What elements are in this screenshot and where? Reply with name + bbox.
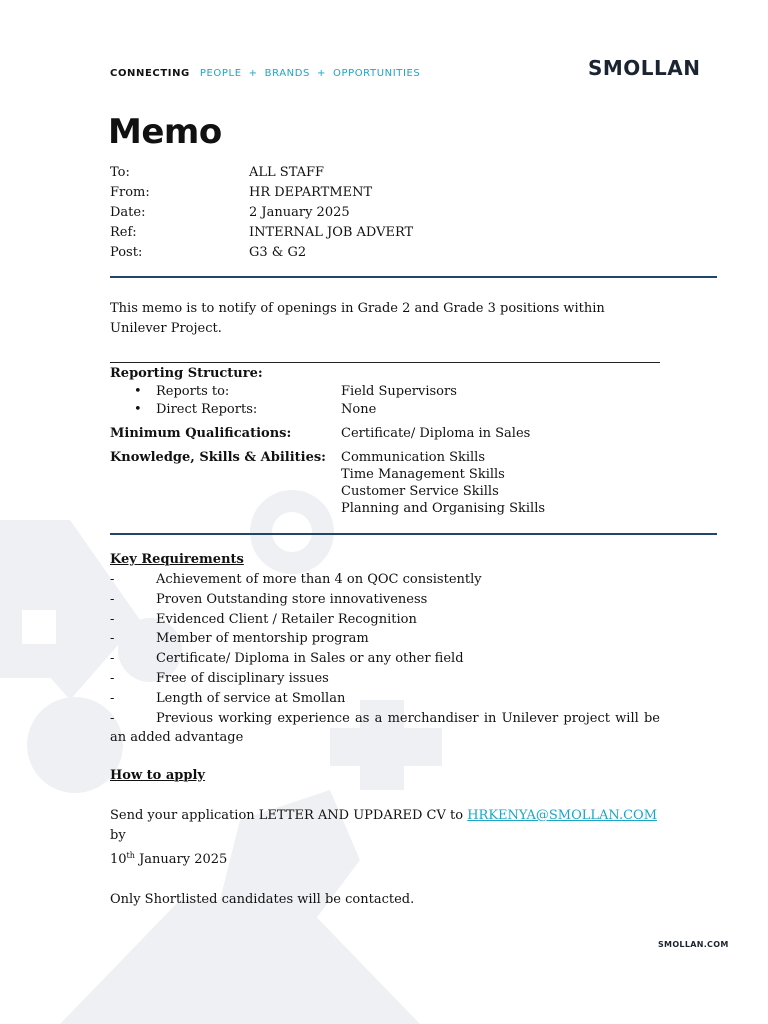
deadline-date xyxy=(110,846,670,870)
date-rest: January 2025 xyxy=(139,852,228,867)
field-value: G3 & G2 xyxy=(249,245,307,260)
requirement-continuation: an added advantage xyxy=(110,730,244,746)
ksa-item: Customer Service Skills xyxy=(341,484,499,499)
requirement-text: Member of mentorship program xyxy=(156,631,369,647)
requirement-text: Free of disciplinary issues xyxy=(156,670,329,686)
dash: - xyxy=(110,631,115,647)
field-label: Date: xyxy=(110,205,146,220)
ksa-label: Knowledge, Skills & Abilities: xyxy=(110,450,326,465)
footer-url: SMOLLAN.COM xyxy=(658,940,729,949)
reports-to-row xyxy=(110,383,670,401)
email-link[interactable]: HRKENYA@SMOLLAN.COM xyxy=(467,808,658,823)
memo-field-to xyxy=(110,163,610,183)
requirement-item xyxy=(110,629,660,649)
tagline-separator: + xyxy=(316,68,326,79)
direct-reports-label: Direct Reports: xyxy=(156,402,258,417)
requirement-text: Previous working experience as a merchandiser in Unilever project will be xyxy=(156,710,660,726)
section-divider xyxy=(110,362,660,363)
key-requirements-heading: Key Requirements xyxy=(110,552,244,567)
by-text: by xyxy=(110,828,126,843)
field-label: Ref: xyxy=(110,225,137,240)
tagline-separator: + xyxy=(248,68,258,79)
bullet: • xyxy=(134,402,142,417)
header-divider xyxy=(110,276,717,278)
bg-square-hole xyxy=(22,610,56,644)
intro-line: Unilever Project. xyxy=(110,321,222,336)
application-instructions xyxy=(110,806,670,846)
shortlist-note: Only Shortlisted candidates will be contacted. xyxy=(110,892,415,907)
requirement-item xyxy=(110,590,660,610)
key-requirements xyxy=(110,550,660,748)
header-tagline xyxy=(110,68,420,79)
ksa-item: Planning and Organising Skills xyxy=(341,501,546,516)
bullet: • xyxy=(134,384,142,399)
spacer xyxy=(110,870,670,890)
memo-field-post xyxy=(110,243,610,263)
field-label: From: xyxy=(110,185,150,200)
section-divider xyxy=(110,533,717,535)
requirement-item xyxy=(110,709,660,729)
requirement-item xyxy=(110,649,660,669)
bg-trapezoid-shape xyxy=(60,900,420,1024)
intro-paragraph xyxy=(110,299,630,339)
how-to-apply-heading: How to apply xyxy=(110,768,205,783)
min-qualifications-label: Minimum Qualifications: xyxy=(110,426,292,441)
min-qualifications-value: Certificate/ Diploma in Sales xyxy=(341,426,531,441)
reporting-heading: Reporting Structure: xyxy=(110,366,263,381)
dash: - xyxy=(110,710,115,726)
date-day: 10 xyxy=(110,852,127,867)
memo-field-from xyxy=(110,183,610,203)
field-value: 2 January 2025 xyxy=(249,205,350,220)
ksa-row xyxy=(110,449,670,519)
requirement-item xyxy=(110,689,660,709)
smollan-logo: SMOLLAN xyxy=(588,56,701,80)
memo-field-date xyxy=(110,203,610,223)
page-title: Memo xyxy=(108,112,222,152)
field-label: Post: xyxy=(110,245,143,260)
direct-reports-row xyxy=(110,401,670,419)
dash: - xyxy=(110,591,115,607)
tagline-opportunities: OPPORTUNITIES xyxy=(332,68,421,79)
send-text: Send your application LETTER AND UPDARED CV to xyxy=(110,808,464,823)
field-value: HR DEPARTMENT xyxy=(249,185,373,200)
field-value: INTERNAL JOB ADVERT xyxy=(249,225,414,240)
intro-line: This memo is to notify of openings in Grade 2 and Grade 3 positions within xyxy=(110,301,605,316)
requirement-text: Achievement of more than 4 on QOC consistently xyxy=(156,572,482,587)
tagline-brands: BRANDS xyxy=(264,68,310,79)
requirement-item xyxy=(110,610,660,630)
reporting-structure xyxy=(110,365,670,519)
field-value: ALL STAFF xyxy=(249,165,325,180)
dash: - xyxy=(110,670,115,686)
requirement-item xyxy=(110,669,660,689)
requirement-text: Proven Outstanding store innovativeness xyxy=(156,591,428,607)
memo-field-ref xyxy=(110,223,610,243)
dash: - xyxy=(110,611,115,627)
bg-ring-shape xyxy=(27,697,123,793)
how-to-apply xyxy=(110,766,670,910)
dash: - xyxy=(110,690,115,706)
spacer xyxy=(110,786,670,806)
ksa-item: Communication Skills xyxy=(341,450,486,465)
tagline-connecting: CONNECTING xyxy=(110,68,190,79)
ksa-list xyxy=(341,449,545,517)
requirement-text: Evidenced Client / Retailer Recognition xyxy=(156,611,417,627)
requirement-text: Certificate/ Diploma in Sales or any other field xyxy=(156,651,464,667)
requirement-item xyxy=(110,570,660,590)
reports-to-value: Field Supervisors xyxy=(341,384,457,399)
date-suffix: th xyxy=(126,851,135,860)
memo-header-fields xyxy=(110,163,610,263)
ksa-item: Time Management Skills xyxy=(341,467,505,482)
dash: - xyxy=(110,572,115,587)
min-qualifications-row xyxy=(110,425,670,443)
dash: - xyxy=(110,651,115,667)
tagline-people: PEOPLE xyxy=(199,68,242,79)
field-label: To: xyxy=(110,165,130,180)
direct-reports-value: None xyxy=(341,402,377,417)
reports-to-label: Reports to: xyxy=(156,384,230,399)
requirement-text: Length of service at Smollan xyxy=(156,690,346,706)
